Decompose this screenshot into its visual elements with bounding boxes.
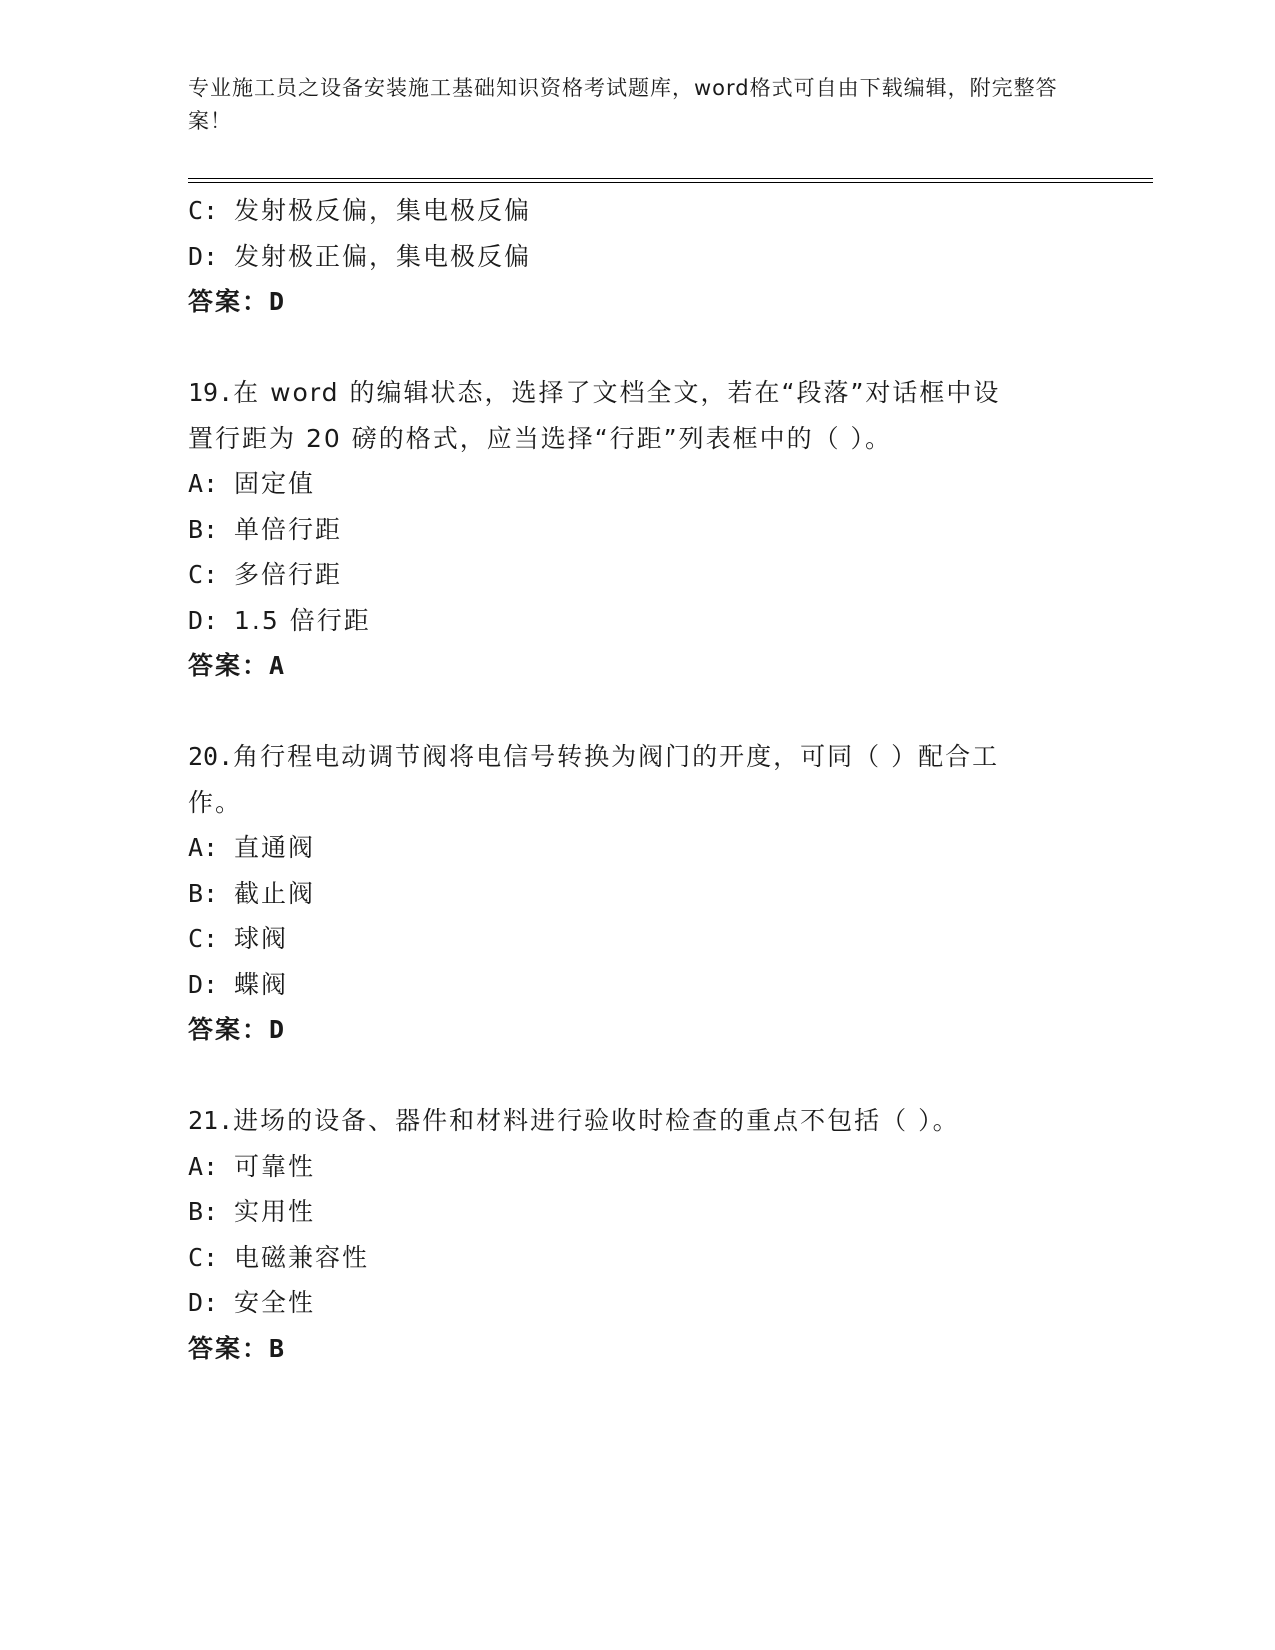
question-stem — [188, 370, 1088, 416]
answer-line — [188, 279, 1088, 325]
option-letter: D: — [188, 969, 219, 999]
option-b — [188, 1189, 1088, 1235]
option-text: 可靠性 — [234, 1151, 316, 1181]
option-text: 发射极正偏，集电极反偏 — [234, 241, 532, 271]
option-a — [188, 461, 1088, 507]
option-b — [188, 871, 1088, 917]
option-letter: C: — [188, 1242, 219, 1272]
option-letter: C: — [188, 924, 219, 953]
question-stem-line-2: 置行距为 20 磅的格式，应当选择“行距”列表框中的（ ）。 — [188, 423, 893, 453]
option-text: 蝶阀 — [234, 969, 289, 999]
option-d — [188, 598, 1088, 644]
header-divider — [188, 178, 1153, 183]
option-text: 多倍行距 — [234, 560, 343, 589]
option-letter: A: — [188, 469, 219, 498]
option-text: 发射极反偏，集电极反偏 — [234, 196, 532, 225]
option-a — [188, 825, 1088, 871]
question-20 — [188, 734, 1088, 1053]
option-text: 固定值 — [234, 469, 316, 498]
option-c — [188, 188, 1088, 234]
option-b — [188, 507, 1088, 553]
option-letter: A: — [188, 1151, 219, 1181]
option-letter: D: — [188, 605, 219, 635]
option-d — [188, 1280, 1088, 1326]
question-stem — [188, 1098, 1088, 1144]
option-text: 直通阀 — [234, 833, 316, 862]
option-a — [188, 1144, 1088, 1190]
question-number: 19. — [188, 378, 234, 407]
question-number: 20. — [188, 742, 234, 771]
answer-value: D — [269, 287, 287, 316]
option-text: 单倍行距 — [234, 514, 343, 544]
option-letter: A: — [188, 833, 219, 862]
option-text: 1.5 倍行距 — [234, 605, 371, 635]
question-19 — [188, 370, 1088, 689]
question-stem-line-1: 进场的设备、器件和材料进行验收时检查的重点不包括（ ）。 — [233, 1106, 960, 1135]
answer-value: B — [269, 1333, 287, 1363]
prev-question-block — [188, 188, 1088, 325]
page-header — [188, 72, 1088, 138]
option-d — [188, 962, 1088, 1008]
option-text: 电磁兼容性 — [234, 1242, 370, 1272]
question-content — [188, 188, 1088, 1371]
option-text: 实用性 — [234, 1197, 316, 1226]
question-stem — [188, 734, 1088, 780]
option-d — [188, 234, 1088, 280]
option-text: 截止阀 — [234, 878, 316, 908]
answer-value: A — [269, 651, 287, 680]
option-letter: D: — [188, 241, 219, 271]
option-letter: B: — [188, 514, 219, 544]
answer-label: 答案： — [188, 1333, 270, 1363]
option-c — [188, 552, 1088, 598]
question-stem-line-1: 在 word 的编辑状态，选择了文档全文，若在“段落”对话框中设 — [233, 378, 1001, 407]
question-21 — [188, 1098, 1088, 1371]
option-letter: B: — [188, 1197, 219, 1226]
answer-label: 答案： — [188, 287, 270, 316]
question-stem-line-1: 角行程电动调节阀将电信号转换为阀门的开度，可同（ ）配合工 — [233, 742, 1000, 771]
question-number: 21. — [188, 1106, 234, 1135]
question-stem-continued — [188, 416, 1088, 462]
question-stem-line-2: 作。 — [188, 787, 243, 817]
question-spacer — [188, 1053, 1088, 1099]
option-text: 安全性 — [234, 1288, 316, 1317]
header-text: 专业施工员之设备安装施工基础知识资格考试题库，word格式可自由下载编辑，附完整答案！ — [188, 76, 1058, 133]
answer-line — [188, 1007, 1088, 1053]
option-letter: B: — [188, 878, 219, 908]
option-letter: D: — [188, 1288, 219, 1317]
option-c — [188, 916, 1088, 962]
answer-line — [188, 643, 1088, 689]
answer-label: 答案： — [188, 651, 270, 680]
question-stem-continued — [188, 780, 1088, 826]
answer-value: D — [269, 1015, 287, 1044]
option-letter: C: — [188, 560, 219, 589]
option-text: 球阀 — [234, 924, 289, 953]
option-c — [188, 1235, 1088, 1281]
answer-label: 答案： — [188, 1015, 270, 1044]
question-spacer — [188, 325, 1088, 371]
question-spacer — [188, 689, 1088, 735]
option-letter: C: — [188, 196, 219, 225]
answer-line — [188, 1326, 1088, 1372]
